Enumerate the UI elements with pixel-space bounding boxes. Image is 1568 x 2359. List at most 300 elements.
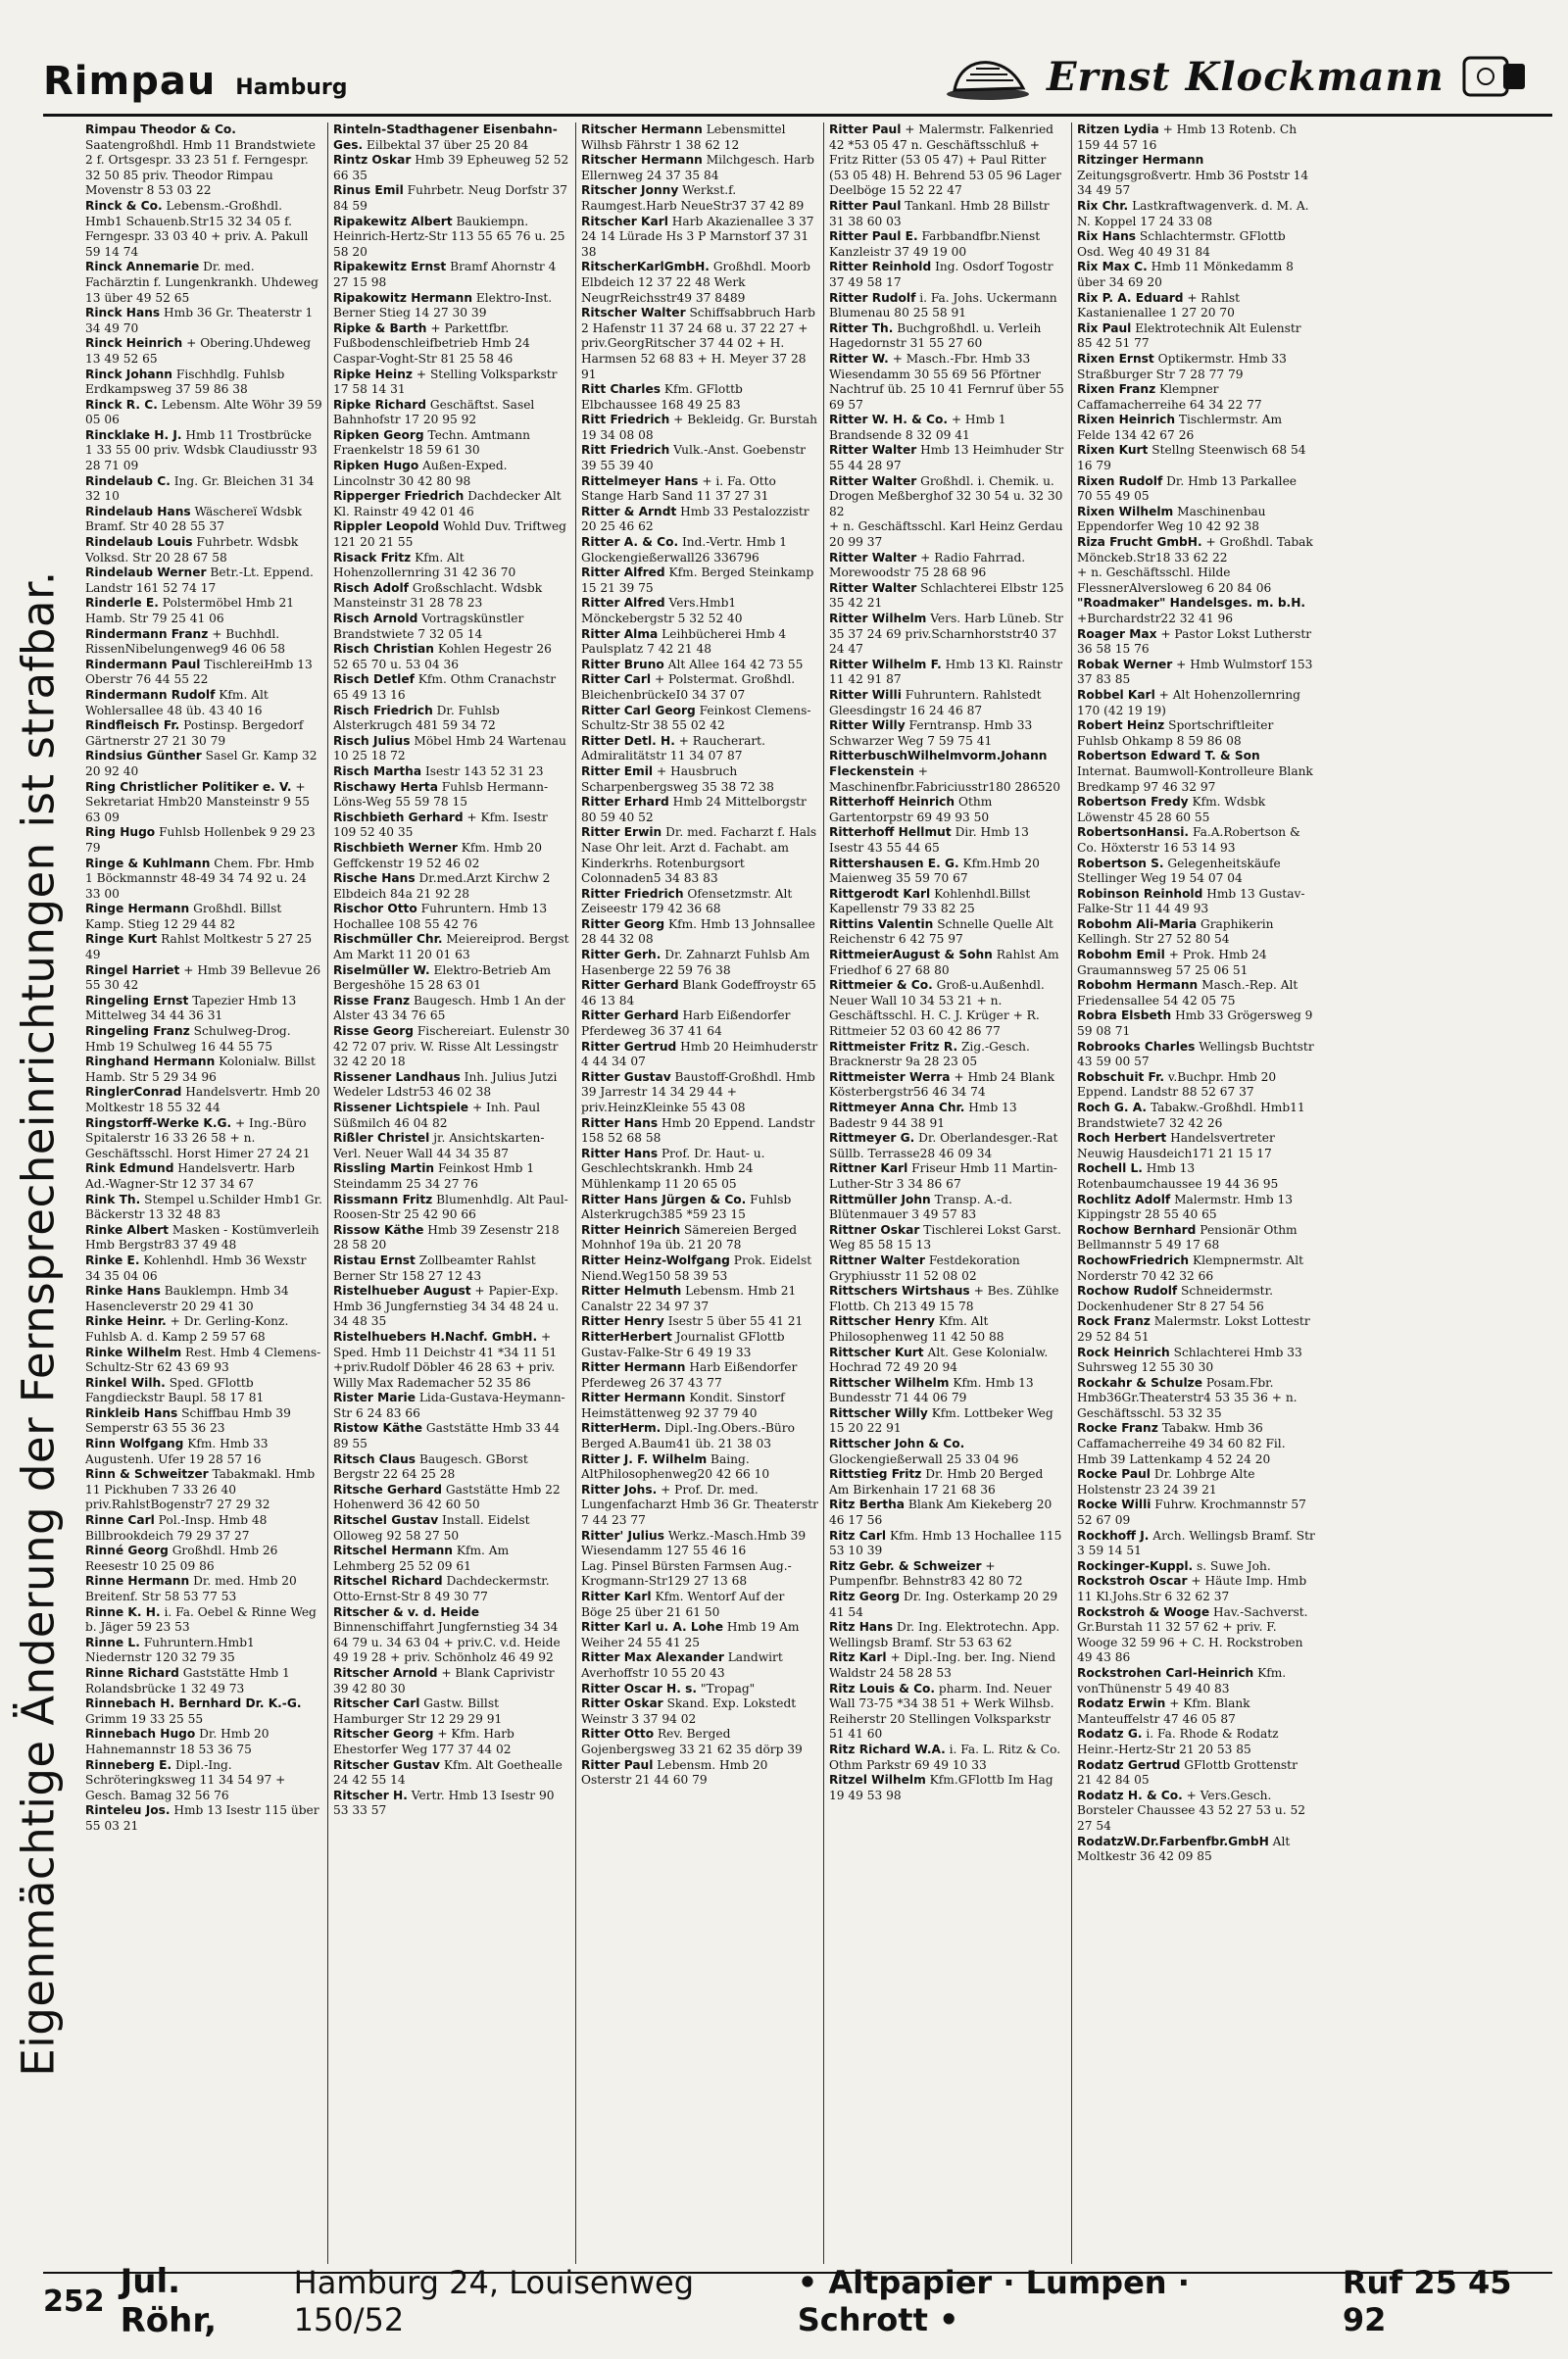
entry-name: Ritzinger Hermann xyxy=(1077,153,1204,168)
entry-details: Prok. Eidelst Niend.Weg150 58 39 53 xyxy=(581,1253,815,1283)
entry-details: + Raucherart. Admiralitätstr 11 34 07 87 xyxy=(581,733,769,763)
entry-name: "Roadmaker" Handelsges. m. b.H. xyxy=(1077,596,1306,611)
directory-entry xyxy=(829,1070,1066,1101)
entry-details: Malermstr. Lokst Lottestr 29 52 84 51 xyxy=(1077,1314,1314,1344)
entry-name: Rinck & Co. xyxy=(85,198,163,213)
entry-name: Ritter Heinz-Wolfgang xyxy=(581,1253,730,1267)
directory-entry xyxy=(333,1544,570,1574)
entry-details: Internat. Baumwoll-Kontrolleure Blank Bredkamp 97 46 32 97 xyxy=(1077,763,1317,794)
entry-name: Rinck Annemarie xyxy=(85,260,200,274)
entry-details: Kolonialw. Billst Hamb. Str 5 29 34 96 xyxy=(85,1055,319,1084)
entry-name: Ritscher Arnold xyxy=(333,1665,438,1680)
entry-details: + Bekleidg. Gr. Burstah 19 34 08 08 xyxy=(581,413,821,442)
entry-name: Robschuit Fr. xyxy=(1077,1069,1165,1084)
entry-details: Isestr 5 über 55 41 21 xyxy=(667,1314,804,1329)
directory-entry xyxy=(333,780,570,811)
entry-name: Ritscher Karl xyxy=(581,214,668,228)
entry-name: Ritscher Walter xyxy=(581,306,686,320)
directory-entry xyxy=(1077,1070,1315,1101)
entry-name: Rink Th. xyxy=(85,1192,141,1206)
entry-name: Ritter Karl xyxy=(581,1590,652,1603)
entry-details: Festdekoration Gryphiusstr 11 52 08 02 xyxy=(829,1253,1024,1283)
entry-details: Fuhlsb Hollenbek 9 29 23 79 xyxy=(85,825,319,855)
entry-details: Kfm. Alt Wohlersallee 48 üb. 43 40 16 xyxy=(85,687,272,717)
directory-entry xyxy=(85,1024,322,1055)
directory-entry xyxy=(581,443,818,473)
entry-details: Pol.-Insp. Hmb 48 Billbrookdeich 79 29 37 27 xyxy=(85,1513,271,1543)
page-title: Rimpau xyxy=(43,59,217,104)
entry-name: Rintz Oskar xyxy=(333,153,412,168)
entry-details: Dr. Hmb 20 Hahnemannstr 18 53 36 75 xyxy=(85,1727,273,1756)
entry-name: Ritter Karl u. A. Lohe xyxy=(581,1620,723,1635)
entry-details: Möbel Hmb 24 Wartenau 10 25 18 72 xyxy=(333,733,570,763)
entry-details: + Sekretariat Hmb20 Mansteinstr 9 55 63 09 xyxy=(85,779,314,824)
entry-name: RodatzW.Dr.Farbenfbr.GmbH xyxy=(1077,1834,1269,1848)
entry-name: Ritter Reinhold xyxy=(829,260,932,274)
directory-entry xyxy=(333,123,570,153)
entry-details: jr. Ansichtskarten-Verl. Neuer Wall 44 34 35 87 xyxy=(333,1131,545,1160)
entry-details: Baukiempn. Heinrich-Hertz-Str 113 55 65 76 u. 25 58 20 xyxy=(333,214,569,259)
entry-details: Inh. Julius Jutzi Wedeler Ldstr53 46 02 38 xyxy=(333,1069,562,1100)
entry-name: Ritter Oscar H. s. xyxy=(581,1681,698,1696)
entry-name: Ringhand Hermann xyxy=(85,1055,216,1069)
directory-entry xyxy=(1077,795,1315,825)
entry-name: Robra Elsbeth xyxy=(1077,1008,1172,1023)
directory-entry xyxy=(829,1346,1066,1376)
page-number: 252 xyxy=(43,2284,105,2319)
directory-entry xyxy=(829,1590,1066,1620)
directory-entry xyxy=(1077,474,1315,505)
entry-details: Rahlst Am Friedhof 6 27 68 80 xyxy=(829,948,1063,977)
directory-entry xyxy=(1077,1467,1315,1498)
entry-details: Hav.-Sachverst. Gr.Burstah 11 32 57 62 + priv. F. Wooge 32 59 96 + C. H. Rockstroben 49 43 86 xyxy=(1077,1604,1312,1665)
directory-entry xyxy=(85,565,322,596)
entry-details: Kfm. Am Lehmberg 25 52 09 61 xyxy=(333,1544,514,1573)
directory-entry xyxy=(333,1758,570,1789)
entry-name: Rockhoff J. xyxy=(1077,1528,1150,1543)
directory-entry xyxy=(829,917,1066,948)
directory-entry xyxy=(1077,260,1315,290)
entry-name: Ritter Walter xyxy=(829,550,917,565)
entry-name: Risack Fritz xyxy=(333,550,412,565)
entry-details: Schulweg-Drog. Hmb 19 Schulweg 16 44 55 75 xyxy=(85,1024,295,1054)
directory-entry xyxy=(85,1055,322,1085)
entry-name: Ritter Carl xyxy=(581,672,652,687)
entry-name: Robertson S. xyxy=(1077,856,1164,870)
entry-name: Ringe Kurt xyxy=(85,932,158,947)
entry-name: Rochlitz Adolf xyxy=(1077,1192,1171,1206)
entry-name: Ringstorff-Werke K.G. xyxy=(85,1115,232,1130)
entry-name: Ringel Harriet xyxy=(85,962,180,977)
entry-name: Ripke Heinz xyxy=(333,367,413,381)
entry-name: Rinck Hans xyxy=(85,306,161,320)
entry-name: Ritscher Gustav xyxy=(333,1757,440,1772)
entry-details: Großhdl. Moorb Elbdeich 12 37 22 48 Werk NeugrReichsstr49 37 8489 xyxy=(581,260,814,305)
entry-name: Rincklake H. J. xyxy=(85,427,182,442)
directory-entry xyxy=(85,1376,322,1406)
entry-details: Dr. Ing. Elektrotechn. App. Wellingsb Bramf. Str 53 63 62 xyxy=(829,1620,1064,1649)
entry-details: + Bes. Zühlke Flottb. Ch 213 49 15 78 xyxy=(829,1284,1063,1313)
entry-name: Rische Hans xyxy=(333,871,416,886)
directory-entry xyxy=(1077,1376,1315,1422)
directory-entry xyxy=(829,1161,1066,1192)
directory-entry xyxy=(581,1253,818,1284)
entry-details: Leihbücherei Hmb 4 Paulsplatz 7 42 21 48 xyxy=(581,626,791,657)
directory-entry xyxy=(581,948,818,978)
entry-details: Hmb 13 Badestr 9 44 38 91 xyxy=(829,1101,1021,1130)
entry-details: Chem. Fbr. Hmb 1 Böckmannstr 48-49 34 74 92 u. 24 33 00 xyxy=(85,856,318,901)
entry-details: + Inh. Paul Süßmilch 46 04 82 xyxy=(333,1101,544,1130)
directory-entry xyxy=(85,306,322,336)
directory-entry xyxy=(333,368,570,398)
directory-entry xyxy=(829,1101,1066,1131)
entry-name: Rindelaub Werner xyxy=(85,565,207,580)
entry-details: Tabakw. Hmb 36 Caffamacherreihe 49 34 60 82 Fil. Hmb 39 Lattenkamp 4 52 24 20 xyxy=(1077,1421,1290,1466)
entry-details: Buchgroßhdl. u. Verleih Hagedornstr 31 55 27 60 xyxy=(829,320,1046,351)
entry-details: Vertr. Hmb 13 Isestr 90 53 33 57 xyxy=(333,1788,559,1818)
entry-name: Risch Christian xyxy=(333,642,434,657)
entry-name: Rittmeier & Co. xyxy=(829,978,933,993)
entry-name: Rittscher John & Co. xyxy=(829,1437,965,1451)
entry-details: Handelsvertreter Neuwig Hausdeich171 21 15 17 xyxy=(1077,1131,1279,1160)
directory-entry xyxy=(333,183,570,214)
entry-name: Ritsche Gerhard xyxy=(333,1482,442,1497)
entry-name: Rittmüller John xyxy=(829,1192,931,1206)
entry-name: RittmeierAugust & Sohn xyxy=(829,948,993,962)
entry-details: Vulk.-Anst. Goebenstr 39 55 39 40 xyxy=(581,443,809,473)
directory-entry xyxy=(333,612,570,642)
entry-details: Schlachtermstr. GFlottb Osd. Weg 40 49 31 84 xyxy=(1077,229,1290,259)
entry-name: Ritter Paul xyxy=(829,198,902,213)
entry-details: Blank Am Kiekeberg 20 46 17 56 xyxy=(829,1498,1056,1528)
entry-details: Dachdeckermstr. Otto-Ernst-Str 8 49 30 77 xyxy=(333,1574,554,1603)
entry-details: Lag. Pinsel Bürsten Farmsen Aug.-Krogmann-Str129 27 13 68 xyxy=(581,1558,792,1589)
entry-details: Hmb 13 Gustav-Falke-Str 11 44 49 93 xyxy=(1077,886,1305,916)
entry-details: Transp. A.-d. Blütenmauer 3 49 57 83 xyxy=(829,1192,1016,1222)
entry-name: Roager Max xyxy=(1077,626,1157,641)
entry-details: Kfm.Hmb 20 Maienweg 35 59 70 67 xyxy=(829,856,1044,886)
entry-details: Elektro-Betrieb Am Bergeshöhe 15 28 63 01 xyxy=(333,962,555,993)
directory-entry xyxy=(85,199,322,260)
entry-name: Rixen Kurt xyxy=(1077,443,1149,458)
entry-details: Zollbeamter Rahlst Berner Str 158 27 12 43 xyxy=(333,1253,540,1283)
entry-name: Ritter Gustav xyxy=(581,1069,671,1084)
directory-entry xyxy=(829,795,1066,825)
entry-details: Kfm. Alt Philosophenweg 11 42 50 88 xyxy=(829,1314,1004,1344)
entry-name: Ritter Alma xyxy=(581,626,659,641)
entry-name: Rittscher Henry xyxy=(829,1314,935,1329)
entry-details: Hmb 13 Heimhuder Str 55 44 28 97 xyxy=(829,443,1068,473)
directory-entry xyxy=(581,1452,818,1483)
directory-entry xyxy=(333,1513,570,1544)
entry-details: + Ing.-Büro Spitalerstr 16 33 26 58 + n. Geschäftsschl. Horst Himer 27 24 21 xyxy=(85,1115,311,1160)
directory-entry xyxy=(581,474,818,505)
entry-name: Rinteln-Stadthagener Eisenbahn-Ges. xyxy=(333,123,558,152)
directory-entry xyxy=(829,229,1066,260)
directory-entry xyxy=(581,1360,818,1391)
entry-name: Ritter Bruno xyxy=(581,657,664,671)
entry-details: + Parkettfbr. Fußbodenschleifbetrieb Hmb 24 Caspar-Voght-Str 81 25 58 46 xyxy=(333,320,534,366)
directory-entry xyxy=(85,1696,322,1727)
entry-name: Rock Heinrich xyxy=(1077,1345,1170,1359)
entry-name: Ripken Hugo xyxy=(333,459,419,473)
entry-details: Kohlen Hegestr 26 52 65 70 u. 53 04 36 xyxy=(333,642,556,671)
entry-name: Rinkel Wilh. xyxy=(85,1375,166,1390)
directory-entry xyxy=(1077,718,1315,749)
entry-name: Ritter' Julius xyxy=(581,1528,664,1543)
entry-name: Ritter Gertrud xyxy=(581,1039,677,1054)
entry-details: Lebensm.-Großhdl. Hmb1 Schauenb.Str15 32 34 05 f. Ferngespr. 33 03 40 + priv. A. Pakull 59 14 74 xyxy=(85,198,313,259)
entry-details: i. Fa. Rhode & Rodatz Heinr.-Hertz-Str 21 20 53 85 xyxy=(1077,1727,1283,1756)
directory-entry xyxy=(85,857,322,903)
directory-entry xyxy=(85,1636,322,1666)
entry-details: + Prok. Hmb 24 Graumannsweg 57 25 06 51 xyxy=(1077,948,1271,977)
entry-details: Großhdl. Billst Kamp. Stieg 12 29 44 82 xyxy=(85,902,286,931)
directory-entry xyxy=(1077,1223,1315,1253)
entry-name: Robinson Reinhold xyxy=(1077,886,1203,901)
entry-name: Ritschel Richard xyxy=(333,1574,443,1589)
entry-name: Roch G. A. xyxy=(1077,1101,1148,1114)
entry-name: Rinnebach Hugo xyxy=(85,1727,196,1742)
directory-entry xyxy=(581,1070,818,1116)
entry-details: Klempner Caffamacherreihe 64 34 22 77 xyxy=(1077,382,1262,412)
directory-entry xyxy=(333,215,570,261)
entry-details: Baugesch. GBorst Bergstr 22 64 25 28 xyxy=(333,1451,532,1482)
entry-details: Hmb 20 Heimhuderstr 4 44 34 07 xyxy=(581,1039,822,1069)
entry-details: Elektro-Inst. Berner Stieg 14 27 30 39 xyxy=(333,290,557,320)
entry-name: Ritscher Carl xyxy=(333,1696,420,1711)
entry-name: Ritter Walter xyxy=(829,580,917,595)
entry-name: Ripakewitz Ernst xyxy=(333,260,447,274)
entry-name: Rittscher Wilhelm xyxy=(829,1375,950,1390)
directory-entry xyxy=(829,1467,1066,1498)
entry-details: Werkz.-Masch.Hmb 39 Wiesendamm 127 55 46 16 xyxy=(581,1528,810,1558)
directory-entry xyxy=(581,1039,822,1070)
directory-entry xyxy=(1077,749,1315,795)
entry-details: Hmb 13 Kl. Rainstr 11 42 91 87 xyxy=(829,657,1066,687)
entry-name: Ripperger Friedrich xyxy=(333,489,465,504)
entry-details: + Dr. Gerling-Konz. Fuhlsb A. d. Kamp 2 59 57 68 xyxy=(85,1314,293,1344)
entry-details: Kfm. Hmb 33 Augustenh. Ufer 19 28 57 16 xyxy=(85,1437,272,1466)
entry-name: Rindsius Günther xyxy=(85,749,202,763)
entry-details: Ing. Osdorf Togostr 37 49 58 17 xyxy=(829,260,1057,289)
directory-entry xyxy=(1077,948,1315,978)
entry-details: Isestr 143 52 31 23 xyxy=(424,763,544,778)
entry-name: Rix Paul xyxy=(1077,320,1132,335)
entry-name: Risch Martha xyxy=(333,763,422,778)
entry-details: i. Fa. Johs. Uckermann Blumenau 80 25 58 91 xyxy=(829,290,1061,320)
entry-details: Kfm. Alt Hohenzollernring 31 42 36 70 xyxy=(333,550,516,580)
directory-entry xyxy=(1077,123,1315,153)
directory-entry xyxy=(581,1758,818,1789)
entry-details: + Pastor Lokst Lutherstr 36 58 15 76 xyxy=(1077,626,1315,657)
entry-details: Lebensmittel Wilhsb Fährstr 1 38 62 12 xyxy=(581,123,790,152)
entry-details: Alt Allee 164 42 73 55 xyxy=(667,657,804,671)
entry-name: Ristau Ernst xyxy=(333,1253,416,1267)
directory-entry xyxy=(829,1131,1066,1161)
entry-name: Robert Heinz xyxy=(1077,718,1165,733)
entry-details: + Hmb 39 Bellevue 26 55 30 42 xyxy=(85,962,324,993)
entry-name: Ring Christlicher Politiker e. V. xyxy=(85,779,292,794)
rubber-heel-icon xyxy=(1460,52,1529,101)
entry-name: Ritter Alfred xyxy=(581,596,665,611)
entry-details: Skand. Exp. Lokstedt Weinstr 3 37 94 02 xyxy=(581,1696,801,1726)
directory-entry xyxy=(1077,535,1315,565)
entry-name: Rinne Richard xyxy=(85,1665,179,1680)
directory-entry xyxy=(581,505,818,535)
entry-details: Farbbandfbr.Nienst Kanzleistr 37 49 19 00 xyxy=(829,229,1045,259)
entry-details: Gaststätte Hmb 1 Rolandsbrücke 1 32 49 73 xyxy=(85,1665,294,1696)
entry-name: Ritz Karl xyxy=(829,1650,887,1665)
entry-details: Harb Eißendorfer Pferdeweg 26 37 43 77 xyxy=(581,1360,802,1390)
entry-name: Rocke Willi xyxy=(1077,1498,1152,1512)
directory-entry xyxy=(333,1223,570,1253)
entry-name: Robohm Ali-Maria xyxy=(1077,916,1198,931)
entry-details: Bramf Ahornstr 4 27 15 98 xyxy=(333,260,561,289)
directory-entry xyxy=(85,825,322,856)
directory-entry xyxy=(333,1024,573,1070)
directory-entry xyxy=(1077,1835,1315,1865)
directory-entry xyxy=(333,1161,570,1192)
entry-details: Kohlenhdl.Billst Kapellenstr 79 33 82 25 xyxy=(829,886,1035,916)
entry-name: Rix Chr. xyxy=(1077,198,1129,213)
directory-entry xyxy=(829,1253,1066,1284)
entry-name: Rockinger-Kuppl. xyxy=(1077,1558,1194,1573)
directory-entry xyxy=(333,642,570,672)
directory-columns xyxy=(80,123,1560,2264)
entry-name: RitscherKarlGmbH. xyxy=(581,260,710,274)
entry-details: Kfm.GFlottb Im Hag 19 49 53 98 xyxy=(829,1773,1057,1802)
entry-details: Kfm. Hmb 13 Hochallee 115 53 10 39 xyxy=(829,1528,1066,1558)
entry-name: Ritter A. & Co. xyxy=(581,535,679,550)
directory-entry xyxy=(829,1314,1066,1345)
directory-entry xyxy=(85,260,322,306)
entry-details: Hmb 39 Zesenstr 218 28 58 20 xyxy=(333,1222,564,1253)
entry-details: Hmb 20 Eppend. Landstr 158 52 68 58 xyxy=(581,1115,819,1146)
entry-details: Tischlerei Lokst Garst. Weg 85 58 15 13 xyxy=(829,1222,1065,1253)
entry-details: Graphikerin Kellingh. Str 27 52 80 54 xyxy=(1077,916,1278,947)
entry-name: Ritter Hermann xyxy=(581,1360,686,1375)
entry-name: Ritschel Gustav xyxy=(333,1513,439,1528)
directory-entry xyxy=(333,291,570,321)
entry-details: Kfm. Hmb 13 Johnsallee 28 44 32 08 xyxy=(581,916,819,947)
entry-name: Rodatz H. & Co. xyxy=(1077,1788,1183,1802)
entry-name: Rinus Emil xyxy=(333,183,404,198)
entry-name: Ritter Paul xyxy=(829,123,902,136)
directory-entry xyxy=(581,123,818,153)
entry-details: Schlachterei Hmb 33 Suhrsweg 12 55 30 30 xyxy=(1077,1345,1306,1375)
entry-name: Rittscher Kurt xyxy=(829,1345,924,1359)
entry-details: Handelsvertr. Harb Ad.-Wagner-Str 12 37 34 67 xyxy=(85,1161,299,1191)
entry-details: Feinkost Hmb 1 Steindamm 25 34 27 76 xyxy=(333,1161,538,1191)
directory-entry xyxy=(581,596,818,626)
entry-name: Rittner Oskar xyxy=(829,1222,920,1237)
directory-entry xyxy=(829,857,1066,887)
directory-entry xyxy=(1077,1284,1315,1314)
entry-name: Rittershausen E. G. xyxy=(829,856,959,870)
entry-details: Gastw. Billst Hamburger Str 12 29 29 91 xyxy=(333,1696,503,1726)
directory-entry xyxy=(829,260,1066,290)
entry-name: Rittmeister Fritz R. xyxy=(829,1039,958,1054)
directory-entry xyxy=(581,1482,822,1529)
directory-entry xyxy=(85,428,322,474)
entry-details: Tankanl. Hmb 28 Billstr 31 38 60 03 xyxy=(829,198,1054,228)
entry-details: Dr. Oberlandesger.-Rat Süllb. Terrasse28 46 09 34 xyxy=(829,1131,1062,1160)
entry-details: Dr. Hmb 20 Berged Am Birkenhain 17 21 68 36 xyxy=(829,1467,1048,1497)
directory-entry xyxy=(829,443,1066,473)
directory-entry xyxy=(333,398,570,428)
directory-entry xyxy=(1077,291,1315,321)
entry-name: Ritter Johs. xyxy=(581,1482,658,1497)
entry-name: Rissow Käthe xyxy=(333,1222,424,1237)
directory-entry xyxy=(581,704,818,734)
entry-name: RobertsonHansi. xyxy=(1077,825,1190,840)
directory-entry xyxy=(333,963,570,994)
entry-name: Ritz Richard W.A. xyxy=(829,1742,946,1756)
entry-details: i. Fa. L. Ritz & Co. Othm Parkstr 69 49 10 33 xyxy=(829,1742,1064,1772)
entry-name: Riselmüller W. xyxy=(333,962,430,977)
entry-name: Rixen Ernst xyxy=(1077,351,1154,366)
directory-entry xyxy=(333,1193,570,1223)
entry-details: Sportschriftleiter Fuhlsb Ohkamp 8 59 86 08 xyxy=(1077,718,1278,748)
entry-details: + Dipl.-Ing. ber. Ing. Niend Waldstr 24 58 28 53 xyxy=(829,1650,1059,1680)
directory-entry xyxy=(581,1590,818,1620)
directory-entry xyxy=(1077,1131,1315,1161)
directory-entry xyxy=(581,1147,818,1193)
directory-entry xyxy=(85,1253,322,1284)
entry-name: Ritter Erwin xyxy=(581,825,662,840)
entry-details: + Blank Caprivistr 39 42 80 30 xyxy=(333,1665,559,1696)
entry-name: Rodatz Erwin xyxy=(1077,1696,1166,1711)
entry-name: RinglerConrad xyxy=(85,1085,182,1100)
entry-details: Kfm. vonThünenstr 5 49 40 83 xyxy=(1077,1665,1291,1696)
directory-entry xyxy=(829,1223,1066,1253)
entry-details: Vers. Harb Lüneb. Str 35 37 24 69 priv.Scharnhorststr40 37 24 47 xyxy=(829,612,1067,657)
entry-details: Kohlenhdl. Hmb 36 Wexstr 34 35 04 06 xyxy=(85,1253,311,1283)
directory-entry xyxy=(1077,505,1315,535)
entry-details: + Prof. Dr. med. Lungenfacharzt Hmb 36 Gr. Theaterstr 7 44 23 77 xyxy=(581,1482,822,1528)
entry-name: Robertson Fredy xyxy=(1077,795,1189,810)
footer-phone: Ruf 25 45 92 xyxy=(1342,2264,1512,2338)
directory-entry xyxy=(85,1758,322,1804)
directory-column-4 xyxy=(824,123,1072,2264)
directory-entry xyxy=(85,963,322,994)
entry-name: Ringe Hermann xyxy=(85,902,190,916)
entry-details: Fa.A.Robertson & Co. Höxterstr 16 53 14 93 xyxy=(1077,825,1304,855)
directory-entry xyxy=(333,459,570,489)
entry-name: Rindelaub Hans xyxy=(85,504,191,518)
entry-name: Roch Herbert xyxy=(1077,1131,1167,1146)
entry-details: Dr. Zahnarzt Fuhlsb Am Hasenberge 22 59 76 38 xyxy=(581,948,814,977)
entry-details: + n. Geschäftsschl. Hilde FlessnerAlversloweg 6 20 84 06 xyxy=(1077,565,1272,595)
entry-details: + Alt Hohenzollernring 170 (42 19 19) xyxy=(1077,687,1304,717)
directory-entry xyxy=(333,1452,570,1483)
entry-name: Rittmeyer G. xyxy=(829,1131,915,1146)
entry-name: Rischmüller Chr. xyxy=(333,932,443,947)
entry-name: Ritsch Claus xyxy=(333,1451,416,1466)
directory-entry xyxy=(581,764,818,795)
directory-entry xyxy=(581,1650,818,1681)
entry-details: + Großhdl. Tabak Mönckeb.Str18 33 62 22 xyxy=(1077,535,1317,565)
directory-entry xyxy=(581,658,818,673)
entry-details: Klempnermstr. Alt Norderstr 70 42 32 66 xyxy=(1077,1253,1307,1283)
entry-name: Rinné Georg xyxy=(85,1544,169,1558)
entry-name: Rittmeyer Anna Chr. xyxy=(829,1101,965,1114)
directory-entry xyxy=(85,336,322,367)
directory-entry xyxy=(581,795,818,825)
entry-name: Rippler Leopold xyxy=(333,519,440,534)
entry-name: Ritter W. H. & Co. xyxy=(829,413,948,427)
